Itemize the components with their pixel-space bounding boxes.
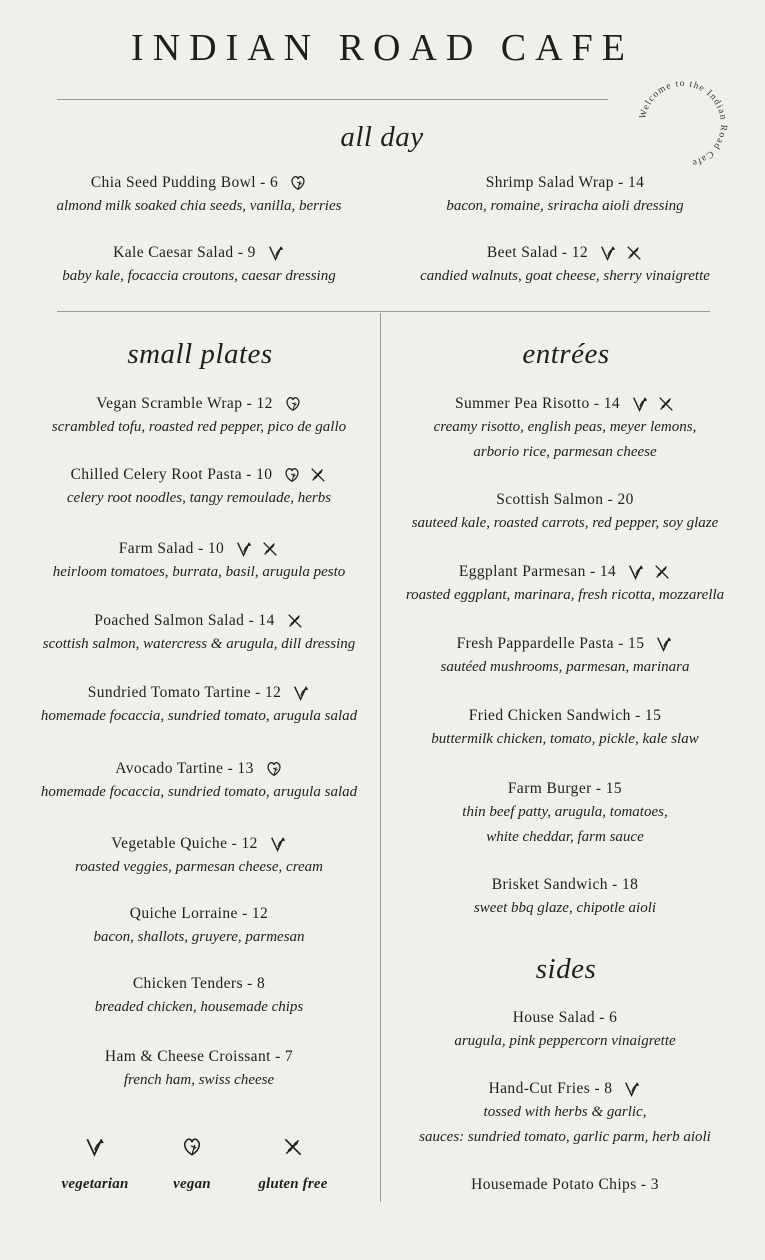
menu-item-name: Vegan Scramble Wrap - 12 bbox=[96, 395, 273, 412]
menu-item-name: Chicken Tenders - 8 bbox=[132, 975, 266, 992]
menu-item-description: french ham, swiss cheese bbox=[123, 1072, 275, 1088]
menu-item-title bbox=[385, 561, 745, 583]
menu-item-description: sweet bbq glaze, chipotle aioli bbox=[473, 900, 657, 916]
vegetarian-icon bbox=[655, 635, 673, 653]
menu-item-title bbox=[19, 758, 379, 780]
section-title-all-day: all day bbox=[340, 121, 424, 153]
menu-item-title bbox=[19, 1046, 379, 1068]
menu-item bbox=[385, 705, 745, 752]
vegetarian-icon bbox=[235, 540, 253, 558]
menu-item-title bbox=[19, 464, 379, 486]
menu-item bbox=[19, 610, 379, 657]
menu-item-description: roasted eggplant, marinara, fresh ricotta, mozzarella bbox=[405, 587, 725, 603]
menu-item bbox=[385, 393, 745, 465]
menu-item bbox=[19, 758, 379, 805]
menu-item bbox=[19, 833, 379, 880]
menu-item-description: thin beef patty, arugula, tomatoes, bbox=[462, 804, 668, 820]
menu-item bbox=[19, 1046, 379, 1093]
menu-item bbox=[19, 538, 379, 585]
menu-item-name: Beet Salad - 12 bbox=[486, 244, 589, 261]
gluten-free-icon bbox=[625, 244, 643, 262]
menu-item-description: homemade focaccia, sundried tomato, arugula salad bbox=[40, 708, 358, 724]
gluten-free-icon bbox=[309, 466, 327, 484]
menu-item-name: House Salad - 6 bbox=[512, 1009, 618, 1026]
restaurant-title: INDIAN ROAD CAFE bbox=[131, 27, 634, 69]
menu-item-name: Eggplant Parmesan - 14 bbox=[458, 563, 617, 580]
menu-item bbox=[385, 1078, 745, 1150]
menu-item-title bbox=[19, 903, 379, 925]
legend-vegan bbox=[137, 1136, 247, 1193]
menu-item-description: arugula, pink peppercorn vinaigrette bbox=[454, 1033, 676, 1049]
legend-label: vegetarian bbox=[61, 1176, 129, 1192]
section-title-sides: sides bbox=[535, 953, 597, 985]
menu-item-title bbox=[385, 778, 745, 800]
vegetarian-icon bbox=[267, 244, 285, 262]
menu-item bbox=[385, 874, 745, 921]
vegetarian-icon bbox=[599, 244, 617, 262]
gluten-free-icon bbox=[653, 563, 671, 581]
menu-item bbox=[19, 464, 379, 511]
gluten-free-icon bbox=[286, 612, 304, 630]
menu-item-title bbox=[385, 1007, 745, 1029]
menu-item-name: Avocado Tartine - 13 bbox=[115, 760, 254, 777]
menu-item-title bbox=[19, 682, 379, 704]
menu-item-description: sauteed kale, roasted carrots, red pepper, soy glaze bbox=[411, 515, 719, 531]
menu-item bbox=[385, 172, 745, 219]
menu-item-title bbox=[385, 633, 745, 655]
menu-item-name: Housemade Potato Chips - 3 bbox=[471, 1176, 659, 1193]
menu-item-name: Summer Pea Risotto - 14 bbox=[454, 395, 621, 412]
menu-item-name: Hand-Cut Fries - 8 bbox=[488, 1080, 613, 1097]
gluten-free-icon bbox=[282, 1136, 304, 1158]
menu-item-description: tossed with herbs & garlic, bbox=[483, 1104, 647, 1120]
menu-item bbox=[19, 903, 379, 950]
welcome-stamp bbox=[633, 74, 733, 174]
menu-item-title bbox=[19, 973, 379, 995]
menu-item-description: arborio rice, parmesan cheese bbox=[473, 444, 657, 460]
vegetarian-icon bbox=[269, 835, 287, 853]
column-divider bbox=[380, 313, 381, 1202]
menu-item-title bbox=[385, 874, 745, 896]
menu-item-name: Scottish Salmon - 20 bbox=[496, 491, 634, 508]
menu-item bbox=[385, 1007, 745, 1054]
menu-item-title bbox=[385, 393, 745, 415]
legend-label: vegan bbox=[173, 1176, 211, 1192]
menu-item-description: homemade focaccia, sundried tomato, arugula salad bbox=[40, 784, 358, 800]
menu-item bbox=[385, 778, 745, 850]
section-title-entrees: entrées bbox=[522, 338, 610, 370]
menu-item-title bbox=[385, 489, 745, 511]
vegetarian-icon bbox=[84, 1136, 106, 1158]
section-divider bbox=[57, 311, 710, 312]
vegan-icon bbox=[181, 1136, 203, 1158]
menu-item bbox=[385, 1174, 745, 1196]
legend-vegetarian bbox=[40, 1136, 150, 1193]
menu-item-description: scrambled tofu, roasted red pepper, pico de gallo bbox=[51, 419, 347, 435]
menu-item bbox=[385, 489, 745, 536]
menu-item-name: Kale Caesar Salad - 9 bbox=[113, 244, 256, 261]
menu-item-name: Ham & Cheese Croissant - 7 bbox=[104, 1048, 294, 1065]
gluten-free-icon bbox=[657, 395, 675, 413]
menu-item-description: buttermilk chicken, tomato, pickle, kale slaw bbox=[431, 731, 699, 747]
menu-item-name: Chia Seed Pudding Bowl - 6 bbox=[90, 174, 279, 191]
menu-item-title bbox=[385, 1174, 745, 1196]
menu-item-name: Quiche Lorraine - 12 bbox=[129, 905, 269, 922]
menu-item-name: Farm Burger - 15 bbox=[507, 780, 623, 797]
menu-item-description: breaded chicken, housemade chips bbox=[94, 999, 304, 1015]
menu-item-name: Brisket Sandwich - 18 bbox=[491, 876, 639, 893]
vegetarian-icon bbox=[623, 1080, 641, 1098]
menu-item bbox=[19, 682, 379, 729]
gluten-free-icon bbox=[261, 540, 279, 558]
menu-item bbox=[385, 633, 745, 680]
menu-item-name: Poached Salmon Salad - 14 bbox=[94, 612, 275, 629]
menu-item-description: sauces: sundried tomato, garlic parm, herb aioli bbox=[419, 1129, 711, 1145]
menu-item-name: Chilled Celery Root Pasta - 10 bbox=[70, 466, 273, 483]
menu-item-title bbox=[19, 538, 379, 560]
menu-item-description: sautéed mushrooms, parmesan, marinara bbox=[440, 659, 690, 675]
menu-item bbox=[385, 561, 745, 608]
menu-item bbox=[19, 242, 379, 289]
menu-item-description: almond milk soaked chia seeds, vanilla, berries bbox=[56, 198, 342, 214]
menu-item-description: white cheddar, farm sauce bbox=[486, 829, 644, 845]
vegan-icon bbox=[265, 760, 283, 778]
menu-item-description: bacon, romaine, sriracha aioli dressing bbox=[446, 198, 684, 214]
menu-item bbox=[19, 973, 379, 1020]
menu-item-name: Sundried Tomato Tartine - 12 bbox=[87, 684, 282, 701]
menu-item bbox=[19, 393, 379, 440]
menu-item-description: candied walnuts, goat cheese, sherry vinaigrette bbox=[420, 268, 710, 284]
stamp-text: Welcome to the Indian Road Cafe bbox=[638, 78, 729, 169]
legend-label: gluten free bbox=[258, 1176, 328, 1192]
menu-item-title bbox=[385, 705, 745, 727]
legend-gluten-free bbox=[238, 1136, 348, 1193]
menu-item-title bbox=[19, 610, 379, 632]
menu-item bbox=[19, 172, 379, 219]
vegetarian-icon bbox=[631, 395, 649, 413]
menu-item-description: roasted veggies, parmesan cheese, cream bbox=[75, 859, 323, 875]
menu-item-name: Farm Salad - 10 bbox=[118, 540, 225, 557]
menu-item-name: Shrimp Salad Wrap - 14 bbox=[485, 174, 645, 191]
menu-item-title bbox=[19, 833, 379, 855]
menu-item-name: Vegetable Quiche - 12 bbox=[111, 835, 258, 852]
vegetarian-icon bbox=[292, 684, 310, 702]
menu-item bbox=[385, 242, 745, 289]
menu-item-title bbox=[385, 172, 745, 194]
menu-item-description: bacon, shallots, gruyere, parmesan bbox=[93, 929, 305, 945]
menu-item-title bbox=[19, 242, 379, 264]
header-rule bbox=[57, 99, 608, 100]
menu-item-description: creamy risotto, english peas, meyer lemons, bbox=[433, 419, 697, 435]
menu-item-title bbox=[385, 1078, 745, 1100]
section-title-small-plates: small plates bbox=[127, 338, 273, 370]
menu-item-title bbox=[19, 393, 379, 415]
menu-item-description: heirloom tomatoes, burrata, basil, arugula pesto bbox=[52, 564, 346, 580]
vegetarian-icon bbox=[627, 563, 645, 581]
menu-item-description: scottish salmon, watercress & arugula, dill dressing bbox=[42, 636, 356, 652]
vegan-icon bbox=[289, 174, 307, 192]
menu-item-title bbox=[385, 242, 745, 264]
menu-item-title bbox=[19, 172, 379, 194]
svg-text:Welcome to the Indian Road Caf bbox=[638, 79, 728, 168]
vegan-icon bbox=[284, 395, 302, 413]
menu-item-name: Fried Chicken Sandwich - 15 bbox=[468, 707, 662, 724]
menu-item-description: celery root noodles, tangy remoulade, herbs bbox=[66, 490, 332, 506]
menu-item-description: baby kale, focaccia croutons, caesar dressing bbox=[62, 268, 336, 284]
vegan-icon bbox=[283, 466, 301, 484]
menu-item-name: Fresh Pappardelle Pasta - 15 bbox=[456, 635, 645, 652]
